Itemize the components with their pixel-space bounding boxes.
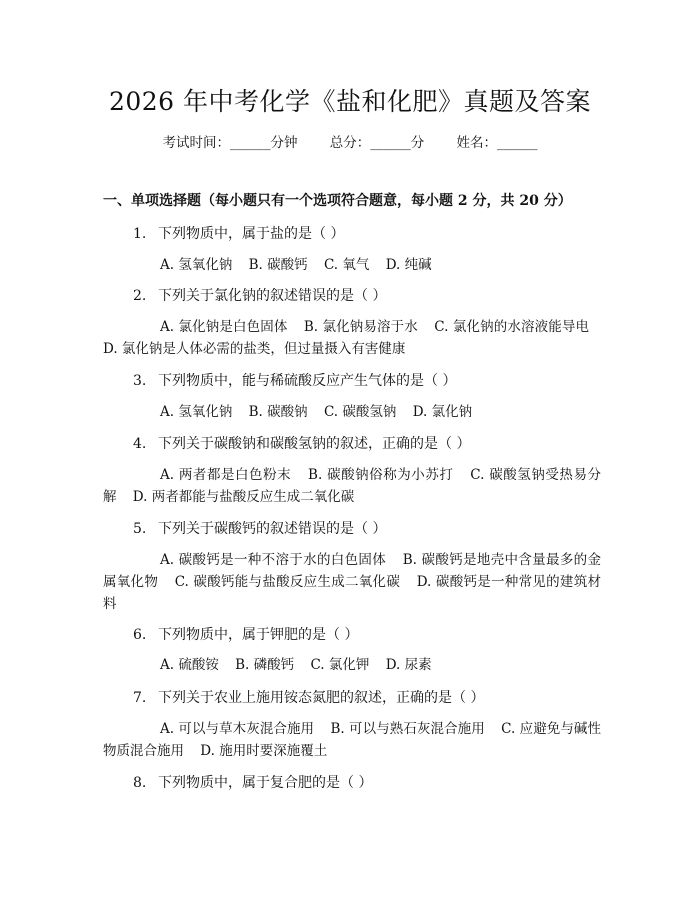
option-d: D. 氯化钠: [412, 404, 473, 420]
question-number: 3.: [133, 373, 147, 389]
option-d: D. 施用时要深施覆土: [200, 743, 328, 759]
question-text: 下列关于碳酸钙的叙述错误的是（ ）: [158, 521, 387, 537]
exam-meta: [0, 131, 700, 151]
option-d: D. 纯碱: [385, 257, 432, 273]
option-c: C. 氧气: [323, 257, 370, 273]
question-text: 下列关于碳酸钠和碳酸氢钠的叙述，正确的是（ ）: [158, 436, 471, 452]
option-c: C. 应避免与碱性物质混合施用: [103, 721, 601, 759]
question-6: [133, 624, 358, 644]
question-number: 2.: [133, 288, 147, 304]
option-d: D. 两者都能与盐酸反应生成二氧化碳: [132, 489, 355, 505]
question-2: [133, 285, 386, 305]
question-3-options: [103, 401, 601, 423]
option-a: A. 硫酸铵: [160, 657, 219, 673]
question-1: [133, 223, 344, 243]
option-d: D. 碳酸钙是一种常见的建筑材料: [103, 574, 601, 612]
question-4-options: [103, 464, 601, 508]
option-d: D. 氯化钠是人体必需的盐类，但过量摄入有害健康: [103, 341, 406, 357]
question-text: 下列物质中，属于钾肥的是（ ）: [158, 627, 359, 643]
option-b: B. 碳酸钠: [248, 404, 308, 420]
option-c: C. 氯化钾: [310, 657, 370, 673]
question-text: 下列关于农业上施用铵态氮肥的叙述，正确的是（ ）: [158, 690, 485, 706]
option-b: B. 可以与熟石灰混合施用: [330, 721, 485, 737]
option-c: C. 碳酸氢钠: [323, 404, 397, 420]
option-d: D. 尿素: [385, 657, 432, 673]
option-b: B. 氯化钠易溶于水: [303, 319, 418, 335]
question-number: 6.: [133, 627, 147, 643]
option-a: A. 氢氧化钠: [160, 257, 233, 273]
question-number: 5.: [133, 521, 147, 537]
question-text: 下列物质中，属于盐的是（ ）: [158, 226, 345, 242]
option-a: A. 氯化钠是白色固体: [160, 319, 288, 335]
option-b: B. 碳酸钙: [248, 257, 308, 273]
question-7-options: [103, 718, 601, 762]
question-2-options: [103, 316, 601, 360]
option-c: C. 碳酸氢钠受热易分解: [103, 467, 602, 505]
exam-score: 总分：______分: [329, 135, 425, 151]
question-4: [133, 433, 470, 453]
question-1-options: [103, 254, 601, 276]
question-number: 1.: [133, 226, 147, 242]
question-7: [133, 687, 484, 707]
question-text: 下列关于氯化钠的叙述错误的是（ ）: [158, 288, 387, 304]
option-b: B. 碳酸钠俗称为小苏打: [308, 467, 454, 483]
question-5: [133, 518, 386, 538]
option-c: C. 氯化钠的水溶液能导电: [434, 319, 589, 335]
option-c: C. 碳酸钙能与盐酸反应生成二氧化碳: [174, 574, 401, 590]
exam-time: 考试时间：______分钟: [162, 135, 298, 151]
option-b: B. 碳酸钙是地壳中含量最多的金属氧化物: [103, 552, 601, 590]
question-number: 7.: [133, 690, 147, 706]
student-name: 姓名：______: [456, 135, 538, 151]
question-text: 下列物质中，能与稀硫酸反应产生气体的是（ ）: [158, 373, 457, 389]
question-8: [133, 772, 372, 792]
option-a: A. 氢氧化钠: [160, 404, 233, 420]
question-number: 8.: [133, 775, 147, 791]
page-title: 2026 年中考化学《盐和化肥》真题及答案: [108, 87, 592, 116]
option-b: B. 磷酸钙: [235, 657, 295, 673]
option-a: A. 两者都是白色粉末: [160, 467, 292, 483]
question-text: 下列物质中，属于复合肥的是（ ）: [158, 775, 373, 791]
option-a: A. 可以与草木灰混合施用: [160, 721, 315, 737]
question-6-options: [103, 654, 601, 676]
option-a: A. 碳酸钙是一种不溶于水的白色固体: [160, 552, 387, 568]
question-5-options: [103, 549, 601, 615]
question-number: 4.: [133, 436, 147, 452]
section-title: 一、单项选择题（每小题只有一个选项符合题意，每小题 2 分，共 20 分）: [103, 193, 572, 209]
question-3: [133, 370, 456, 390]
